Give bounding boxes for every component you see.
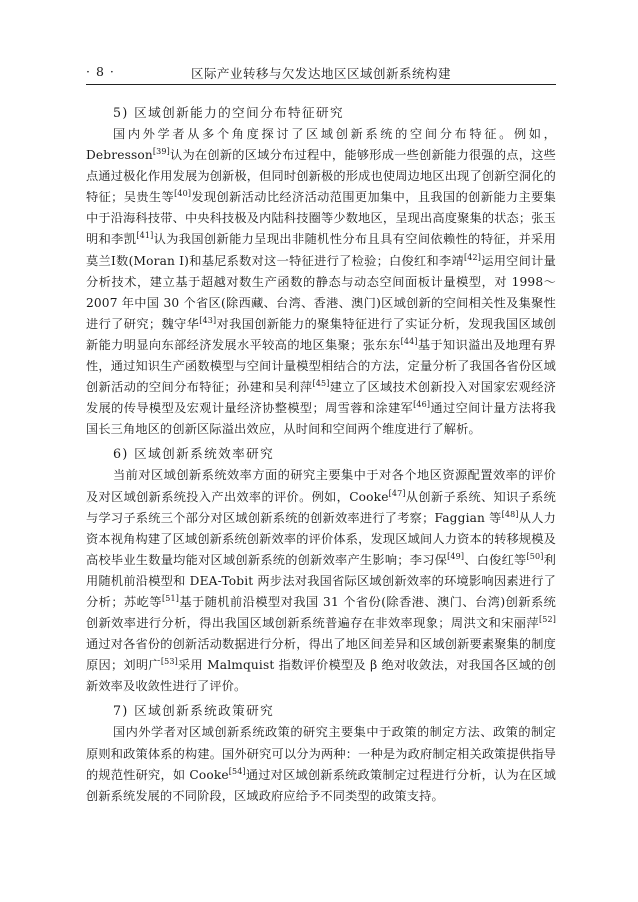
citation-marker: [39] xyxy=(152,147,170,157)
citation-marker: [40] xyxy=(174,189,192,199)
citation-marker: [47] xyxy=(388,488,406,498)
section-paragraph: 国内外学者从多个角度探讨了区域创新系统的空间分布特征。例如，Debresson[39]认为在创新的区域分布过程中，能够形成一些创新能力很强的点，这些点通过极化作用发展为创新极，但同时创新极的形成也使周边地区出现了创新空洞化的特征；吴贵生等[40]发现创新活动比经济活动范围更加集中，且我国的创新能力主要集中于沿海科技带、中央科技极及内陆科技圈等少数地区，呈现出高度聚集的状态；张玉明和李凯[41]认为我国创新能力呈现出非随机性分布且具有空间依赖性的特征，并采用莫兰Ⅰ数(Moran I)和基尼系数对这一特征进行了检验；白俊红和李靖[42]运用空间计量分析技术，建立基于超越对数生产函数的静态与动态空间面板计量模型，对 1998～2007 年中国 30 个省区(除西藏、台湾、香港、澳门)区域创新的空间相关性及集聚性进行了研究；魏守华[43]对我国创新能力的聚集特征进行了实证分析，发现我国区域创新能力明显向东部经济发展水平较高的地区集聚；张东东[44]基于知识溢出及地理有界性，通过知识生产函数模型与空间计量模型相结合的方法，定量分析了我国各省份区域创新活动的空间分布特征；孙建和吴利萍[45]建立了区域技术创新投入对国家宏观经济发展的传导模型及宏观计量经济协整模型；周雪蓉和涂建军[46]通过空间计量方法将我国长三角地区的创新区际溢出效应，从时间和空间两个维度进行了解析。 xyxy=(86,127,556,437)
section-heading: 7) 区域创新系统政策研究 xyxy=(113,703,275,719)
running-title: 区际产业转移与欠发达地区区域创新系统构建 xyxy=(190,66,451,81)
citation-marker: [41] xyxy=(136,231,154,241)
citation-marker: [53] xyxy=(160,657,178,667)
section-heading: 6) 区域创新系统效率研究 xyxy=(113,446,275,462)
citation-marker: [54] xyxy=(228,766,246,776)
section-paragraph: 国内外学者对区域创新系统政策的研究主要集中于政策的制定方法、政策的制定原则和政策体系的构建。国外研究可以分为两种：一种是为政府制定相关政策提供指导的规范性研究，如 Cooke[54]通过对区域创新系统政策制定过程进行分析，认为在区域创新系统发展的不同阶段，区域政府应给予不同类型的政策支持。 xyxy=(86,725,557,803)
citation-marker: [48] xyxy=(501,509,519,519)
citation-marker: [52] xyxy=(538,615,556,625)
citation-marker: [43] xyxy=(199,315,217,325)
citation-marker: [46] xyxy=(413,400,431,410)
citation-marker: [44] xyxy=(400,336,418,346)
page-body xyxy=(86,102,556,810)
citation-marker: [45] xyxy=(312,379,330,389)
citation-marker: [42] xyxy=(464,252,482,262)
citation-marker: [49] xyxy=(447,551,465,561)
citation-marker: [50] xyxy=(526,551,544,561)
section-paragraph: 当前对区域创新系统效率方面的研究主要集中于对各个地区资源配置效率的评价及对区域创新系统投入产出效率的评价。例如，Cooke[47]从创新子系统、知识子系统与学习子系统三个部分对区域创新系统的创新效率进行了考察；Faggian 等[48]从人力资本视角构建了区域创新系统创新效率的评价体系，发现区域间人力资本的转移规模及高校毕业生数量均能对区域创新系统的创新效率产生影响；李习保[49]、白俊红等[50]利用随机前沿模型和 DEA-Tobit 两步法对我国省际区域创新效率的环境影响因素进行了分析；苏屹等[51]基于随机前沿模型对我国 31 个省份(除香港、澳门、台湾)创新系统创新效率进行分析，得出我国区域创新系统普遍存在非效率现象；周洪文和宋丽萍[52]通过对各省份的创新活动数据进行分析，得出了地区间差异和区域创新要素聚集的制度原因；刘明广[53]采用 Malmquist 指数评价模型及 β 绝对收敛法，对我国各区域的创新效率及收敛性进行了评价。 xyxy=(86,468,557,694)
page-header xyxy=(86,60,556,85)
section-heading: 5) 区域创新能力的空间分布特征研究 xyxy=(113,105,345,120)
citation-marker: [51] xyxy=(162,593,180,603)
page-number: · 8 · xyxy=(86,64,115,79)
